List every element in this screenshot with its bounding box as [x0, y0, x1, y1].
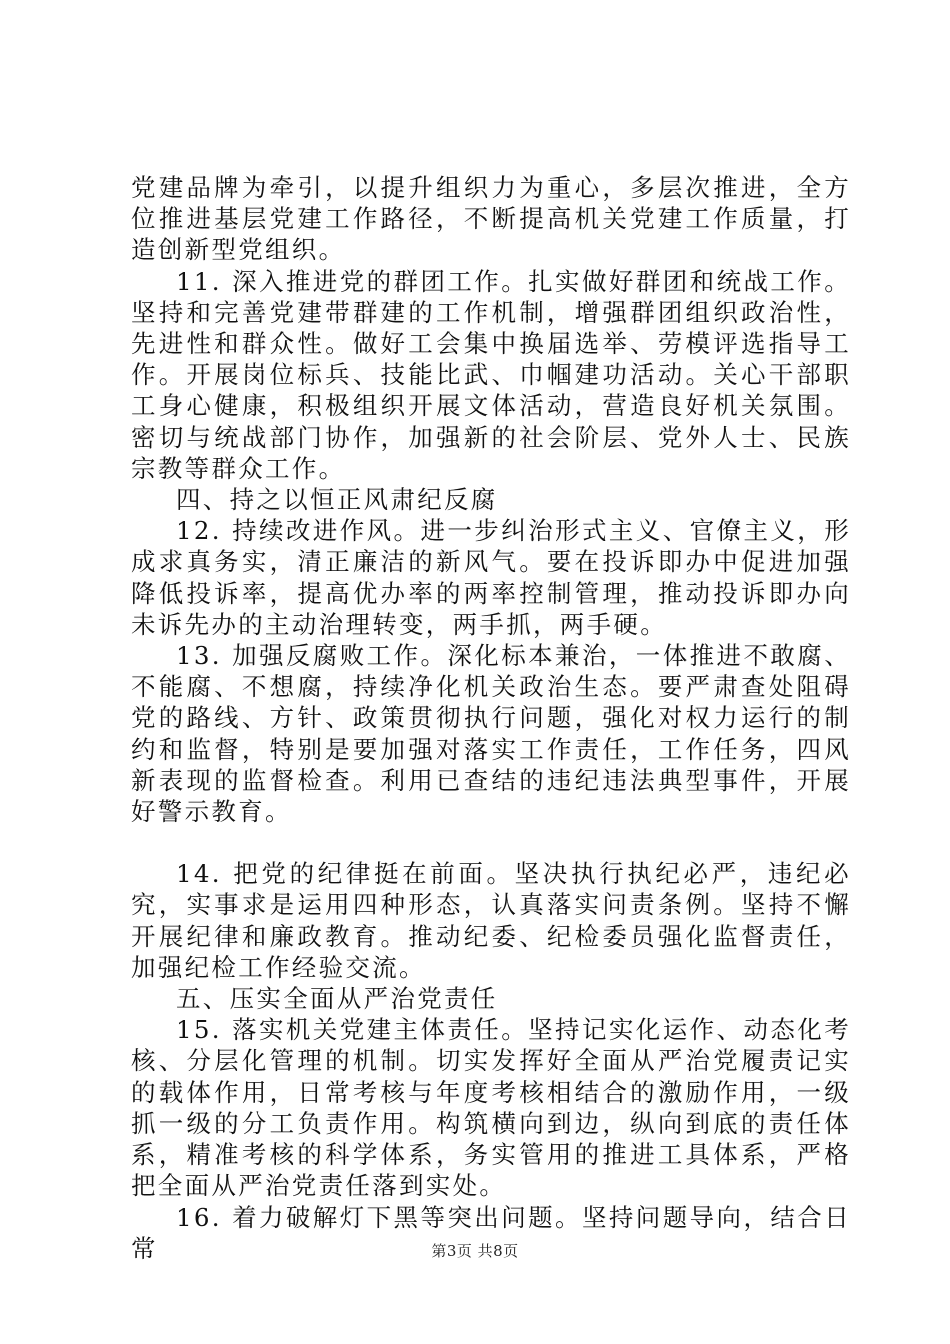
- paragraph-item-12: 12. 持续改进作风。进一步纠治形式主义、官僚主义，形成求真务实，清正廉洁的新风气。要在投诉即办中促进加强降低投诉率，提高优办率的两率控制管理，推动投诉即办向未诉先办的主动治理转变，两手抓，两手硬。: [131, 516, 851, 639]
- page-number-footer: 第3页 共8页: [431, 1242, 519, 1260]
- paragraph-item-13: 13. 加强反腐败工作。深化标本兼治，一体推进不敢腐、不能腐、不想腐，持续净化机关政治生态。要严肃查处阻碍党的路线、方针、政策贯彻执行问题，强化对权力运行的制约和监督，特别是要加强对落实工作责任，工作任务，四风新表现的监督检查。利用已查结的违纪违法典型事件，开展好警示教育。: [131, 641, 851, 827]
- document-body: [131, 172, 851, 1264]
- paragraph-item-16: 16. 着力破解灯下黑等突出问题。坚持问题导向，结合日常: [131, 1202, 851, 1263]
- paragraph-continuation: 党建品牌为牵引，以提升组织力为重心，多层次推进，全方位推进基层党建工作路径，不断提高机关党建工作质量，打造创新型党组织。: [131, 173, 851, 265]
- paragraph-item-11: 11. 深入推进党的群团工作。扎实做好群团和统战工作。坚持和完善党建带群建的工作机制，增强群团组织政治性，先进性和群众性。做好工会集中换届选举、劳模评选指导工作。开展岗位标兵、技能比武、巾帼建功活动。关心干部职工身心健康，积极组织开展文体活动，营造良好机关氛围。密切与统战部门协作，加强新的社会阶层、党外人士、民族宗教等群众工作。: [131, 266, 851, 483]
- section-heading-5: 五、压实全面从严治党责任: [176, 984, 498, 1014]
- paragraph-item-14: 14. 把党的纪律挺在前面。坚决执行执纪必严，违纪必究，实事求是运用四种形态，认真落实问责条例。坚持不懈开展纪律和廉政教育。推动纪委、纪检委员强化监督责任，加强纪检工作经验交流。: [131, 859, 851, 982]
- section-heading-4: 四、持之以恒正风肃纪反腐: [176, 485, 498, 515]
- paragraph-item-15: 15. 落实机关党建主体责任。坚持记实化运作、动态化考核、分层化管理的机制。切实发挥好全面从严治党履责记实的载体作用，日常考核与年度考核相结合的激励作用，一级抓一级的分工负责作用。构筑横向到边，纵向到底的责任体系，精准考核的科学体系，务实管用的推进工具体系，严格把全面从严治党责任落到实处。: [131, 1015, 851, 1201]
